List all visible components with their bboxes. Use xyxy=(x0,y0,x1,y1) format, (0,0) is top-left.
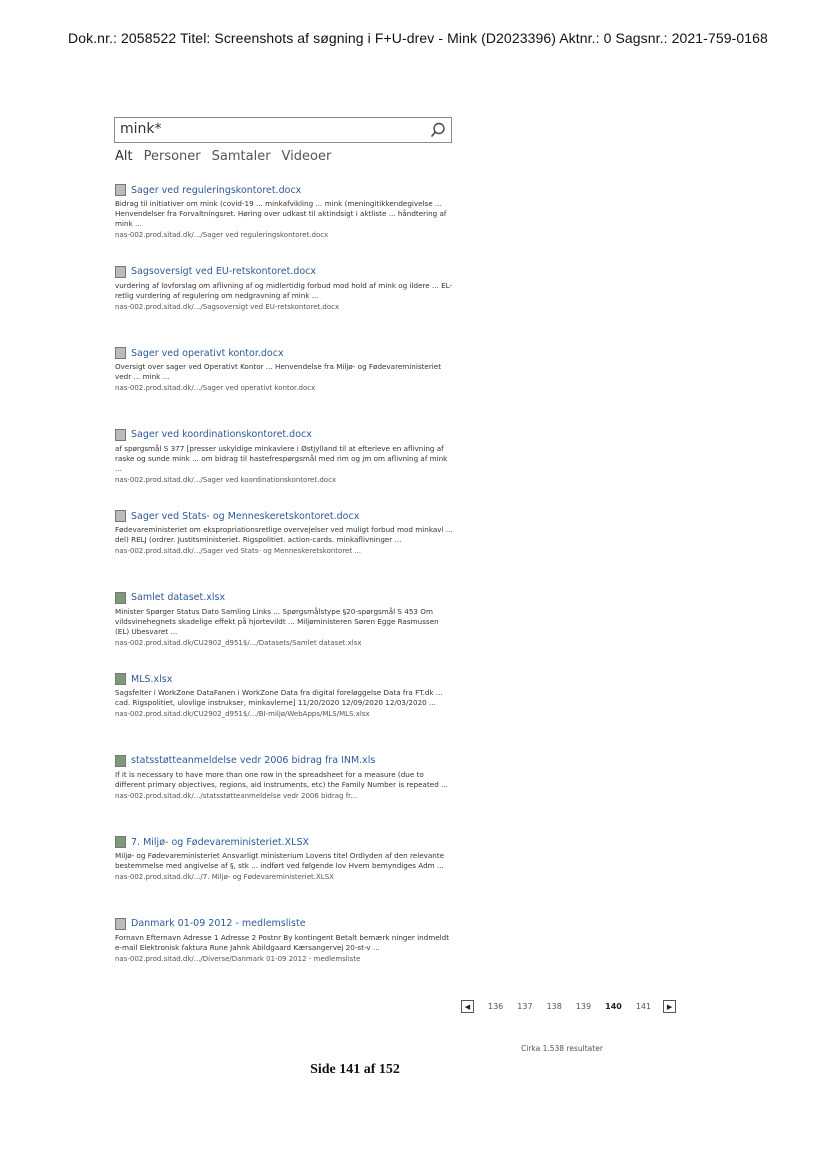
arrow-right-icon[interactable]: ▶ xyxy=(663,1000,676,1013)
search-result xyxy=(115,428,455,510)
search-query: mink* xyxy=(120,121,162,137)
result-title-link[interactable]: Sagsoversigt ved EU-retskontoret.docx xyxy=(115,265,455,279)
document-icon xyxy=(115,918,126,930)
result-snippet: If it is necessary to have more than one row in the spreadsheet for a measure (due to different primary objectives, regions, aid instruments, etc) the Family Number is repeated ... xyxy=(115,769,448,789)
result-snippet: vurdering af lovforslag om aflivning af og midlertidig forbud mod hold af mink og ildere ... EL-retlig vurdering af regulering om nedgravning af mink ... xyxy=(115,280,453,300)
word-doc-icon xyxy=(115,266,126,278)
result-snippet: Minister Spørger Status Dato Samling Links ... Spørgsmålstype §20-spørgsmål S 453 Om vildsvinehegnets skadelige effekt på hjortevildt ... Miljøministeren Søren Egge Rasmussen (EL) Ubesvaret ... xyxy=(115,606,439,636)
result-path: nas-002.prod.sitad.dk/.../Sager ved reguleringskontoret.docx xyxy=(115,231,329,239)
result-snippet: Sagsfelter i WorkZone DataFanen i WorkZone Data fra digital foreløggelse Data fra FT.dk ... cad. Rigspolitiet, ulovlige instrukser, minkavlerne] 11/20/2020 12/09/2020 12/03/2020 ... xyxy=(115,688,443,707)
page-link[interactable]: 141 xyxy=(635,1002,652,1011)
result-title-link[interactable]: Sager ved koordinationskontoret.docx xyxy=(115,428,455,442)
result-snippet: Bidrag til initiativer om mink (covid-19 ... minkafvikling ... mink (meningitikkendegivelse ... Henvendelser fra Forvaltningsret. Høring over udkast til aktindsigt i aktliste ... håndtering af mink ... xyxy=(115,199,447,228)
search-input[interactable] xyxy=(114,117,452,143)
search-result xyxy=(115,346,455,428)
excel-icon xyxy=(115,836,126,848)
result-snippet: Fornavn Efternavn Adresse 1 Adresse 2 Postnr By kontingent Betalt bemærk ninger indmeldt e-mail Elektronisk faktura Rune Jahnk Abildgaard Kærsangervej 20-st-v ... xyxy=(115,932,450,952)
result-snippet: Miljø- og Fødevareministeriet Ansvarligt ministerium Lovens titel Ordlyden af den relevante bestemmelse med angivelse af §, stk ... indført ved følgende lov Hvem bemyndiges Adm ... xyxy=(115,851,445,870)
page-number: Side 141 af 152 xyxy=(310,1062,400,1077)
word-doc-icon xyxy=(115,184,126,196)
result-snippet: af spørgsmål S 377 [presser uskyldige minkavlere i Østjylland til at efterleve en aflivning af raske og sunde mink ... om bidrag til hastefrespørgsmål med rim og jm om aflivning af mink ... xyxy=(115,443,448,473)
search-icon[interactable] xyxy=(429,121,447,139)
tab-videos[interactable]: Videoer xyxy=(281,149,332,164)
result-title-link[interactable]: Danmark 01-09 2012 - medlemsliste xyxy=(115,917,455,931)
word-doc-icon xyxy=(115,510,126,522)
search-result xyxy=(115,917,455,999)
excel-icon xyxy=(115,673,126,685)
page-link[interactable]: 137 xyxy=(517,1002,533,1011)
tab-conversations[interactable]: Samtaler xyxy=(211,149,271,164)
result-title-link[interactable]: statsstøtteanmeldelse vedr 2006 bidrag fra INM.xls xyxy=(115,754,455,768)
result-path: nas-002.prod.sitad.dk/.../Sager ved operativt kontor.docx xyxy=(115,384,316,392)
page-link[interactable]: 138 xyxy=(546,1002,562,1011)
pagination xyxy=(461,1000,676,1013)
word-doc-icon xyxy=(115,347,126,359)
page-link[interactable]: 136 xyxy=(488,1002,504,1011)
search-result xyxy=(115,754,455,836)
result-snippet: Oversigt over sager ved Operativt Kontor ... Henvendelse fra Miljø- og Fødevareministeriet vedr ... mink ... xyxy=(115,362,442,381)
result-title-link[interactable]: MLS.xlsx xyxy=(115,672,455,686)
result-count: Cirka 1.538 resultater xyxy=(521,1044,603,1053)
result-path: nas-002.prod.sitad.dk/CU2902_d951$/.../BI-miljø/WebApps/MLS/MLS.xlsx xyxy=(115,710,370,718)
document-header: Dok.nr.: 2058522 Titel: Screenshots af søgning i F+U-drev - Mink (D2023396) Aktnr.: 0 Sagsnr.: 2021-759-0168 xyxy=(68,30,768,46)
result-path: nas-002.prod.sitad.dk/.../7. Miljø- og Fødevareministeriet.XLSX xyxy=(115,873,334,881)
result-path: nas-002.prod.sitad.dk/.../Sagsoversigt ved EU-retskontoret.docx xyxy=(115,302,340,311)
result-title-link[interactable]: Sager ved reguleringskontoret.docx xyxy=(115,183,455,197)
result-path: nas-002.prod.sitad.dk/.../Diverse/Danmark 01-09 2012 - medlemsliste xyxy=(115,954,361,963)
page-link[interactable]: 139 xyxy=(575,1002,592,1011)
result-title-link[interactable]: Sager ved operativt kontor.docx xyxy=(115,346,455,360)
search-result xyxy=(115,183,455,265)
tab-all[interactable]: Alt xyxy=(115,149,133,164)
excel-icon xyxy=(115,755,126,767)
result-title-link[interactable]: 7. Miljø- og Fødevareministeriet.XLSX xyxy=(115,835,455,849)
search-result xyxy=(115,672,455,754)
search-tabs xyxy=(115,149,331,164)
result-path: nas-002.prod.sitad.dk/.../Sager ved Stats- og Menneskeretskontoret ... xyxy=(115,547,361,555)
result-path: nas-002.prod.sitad.dk/CU2902_d951$/.../Datasets/Samlet dataset.xlsx xyxy=(115,638,362,647)
search-result xyxy=(115,591,455,673)
arrow-left-icon[interactable]: ◀ xyxy=(461,1000,474,1013)
result-path: nas-002.prod.sitad.dk/.../statsstøtteanmeldelse vedr 2006 bidrag fr... xyxy=(115,791,358,800)
search-result xyxy=(115,265,455,347)
result-title-link[interactable]: Sager ved Stats- og Menneskeretskontoret.docx xyxy=(115,509,455,523)
excel-icon xyxy=(115,592,126,604)
result-title-link[interactable]: Samlet dataset.xlsx xyxy=(115,591,455,605)
page-link-current: 140 xyxy=(605,1002,622,1011)
result-snippet: Fødevareministeriet om ekspropriationsretlige overvejelser ved muligt forbud mod minkavl ... del) RELJ (ordrer. Justitsministeriet. Rigspolitiet. action-cards. minkaflivninger ... xyxy=(115,525,453,544)
word-doc-icon xyxy=(115,429,126,441)
search-result xyxy=(115,509,455,591)
search-results xyxy=(115,183,455,998)
tab-people[interactable]: Personer xyxy=(143,149,201,164)
result-path: nas-002.prod.sitad.dk/.../Sager ved koordinationskontoret.docx xyxy=(115,475,337,484)
search-result xyxy=(115,835,455,917)
